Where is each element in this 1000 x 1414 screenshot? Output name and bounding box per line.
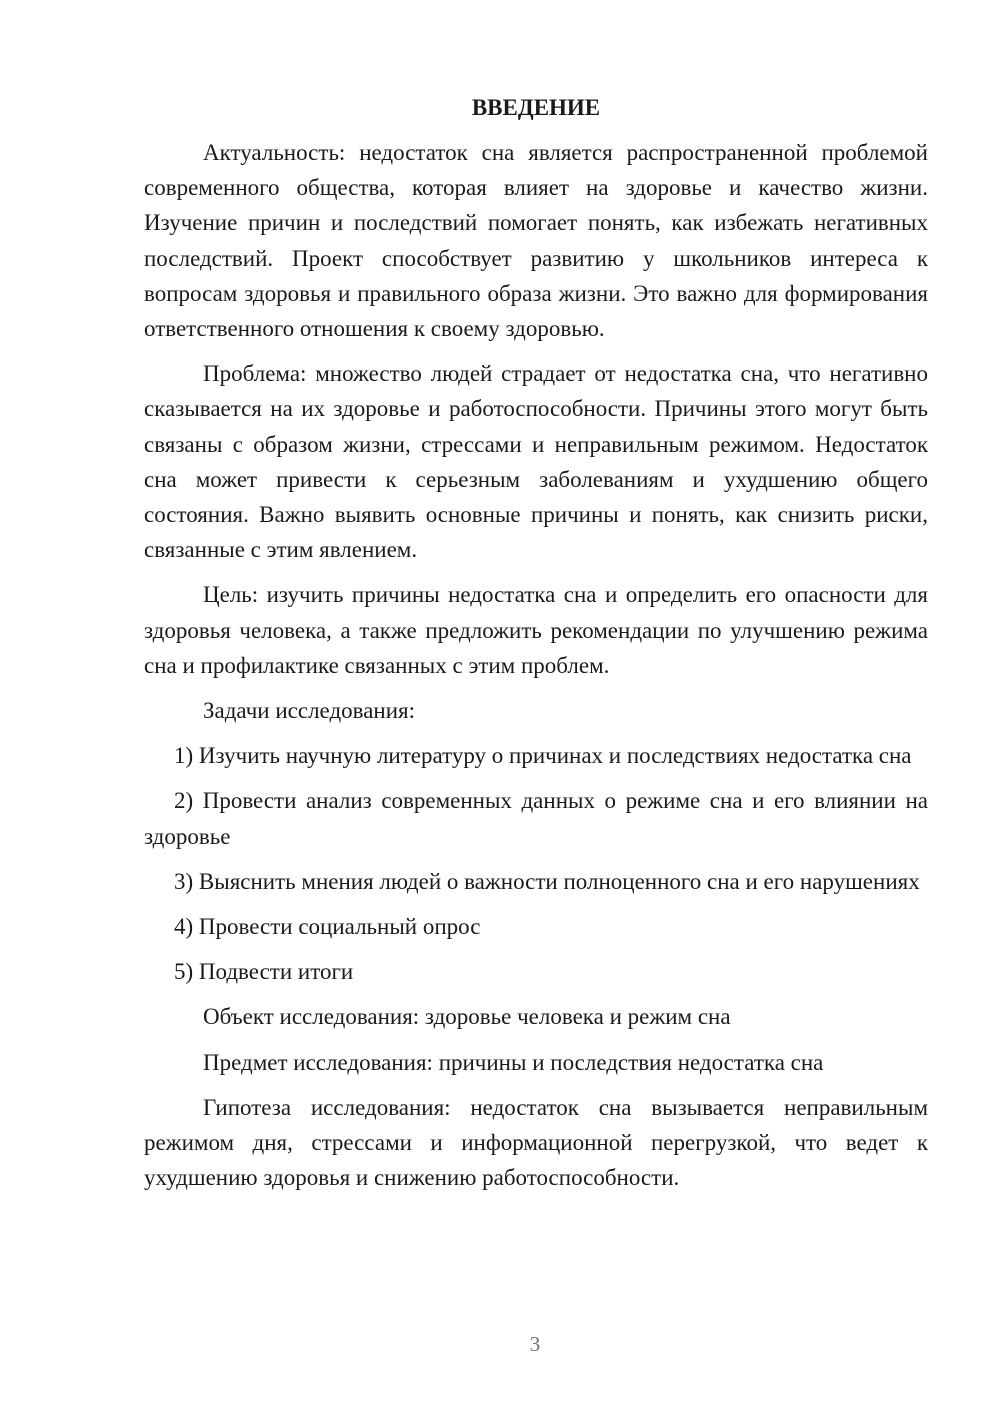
document-page bbox=[144, 90, 928, 1195]
goal-paragraph: Цель: изучить причины недостатка сна и определить его опасности для здоровья человека, а также предложить рекомендации по улучшению режима сна и профилактике связанных с этим проблем. bbox=[144, 582, 928, 678]
task-item-3: 3) Выяснить мнения людей о важности полноценного сна и его нарушениях bbox=[174, 868, 920, 894]
task-item-2: 2) Провести анализ современных данных о режиме сна и его влиянии на здоровье bbox=[144, 788, 928, 849]
object-paragraph: Объект исследования: здоровье человека и режим сна bbox=[203, 1004, 731, 1030]
problem-paragraph: Проблема: множество людей страдает от недостатка сна, что негативно сказывается на их здоровье и работоспособности. Причины этого могут быть связаны с образом жизни, стрессами и неправильным режимом. Недостаток сна может привести к серьезным заболеваниям и ухудшению общего состояния. Важно выявить основные причины и понять, как снизить риски, связанные с этим явлением. bbox=[144, 361, 928, 563]
tasks-title: Задачи исследования: bbox=[203, 698, 416, 724]
hypothesis-paragraph: Гипотеза исследования: недостаток сна вызывается неправильным режимом дня, стрессами и информационной перегрузкой, что ведет к ухудшению здоровья и снижению работоспособности. bbox=[144, 1094, 928, 1191]
page-heading: ВВЕДЕНИЕ bbox=[471, 95, 601, 120]
subject-paragraph: Предмет исследования: причины и последствия недостатка сна bbox=[203, 1049, 824, 1075]
tasks-list bbox=[144, 738, 928, 989]
task-item-4: 4) Провести социальный опрос bbox=[174, 914, 481, 940]
task-item-1: 1) Изучить научную литературу о причинах и последствиях недостатка сна bbox=[174, 743, 912, 769]
relevance-paragraph: Актуальность: недостаток сна является распространенной проблемой современного общества, которая влияет на здоровье и качество жизни. Изучение причин и последствий помогает понять, как избежать негативных последствий. Проект способствует развитию у школьников интереса к вопросам здоровья и правильного образа жизни. Это важно для формирования ответственного отношения к своему здоровью. bbox=[144, 140, 928, 342]
task-item-5: 5) Подвести итоги bbox=[174, 959, 354, 985]
page-number: 3 bbox=[529, 1332, 541, 1356]
